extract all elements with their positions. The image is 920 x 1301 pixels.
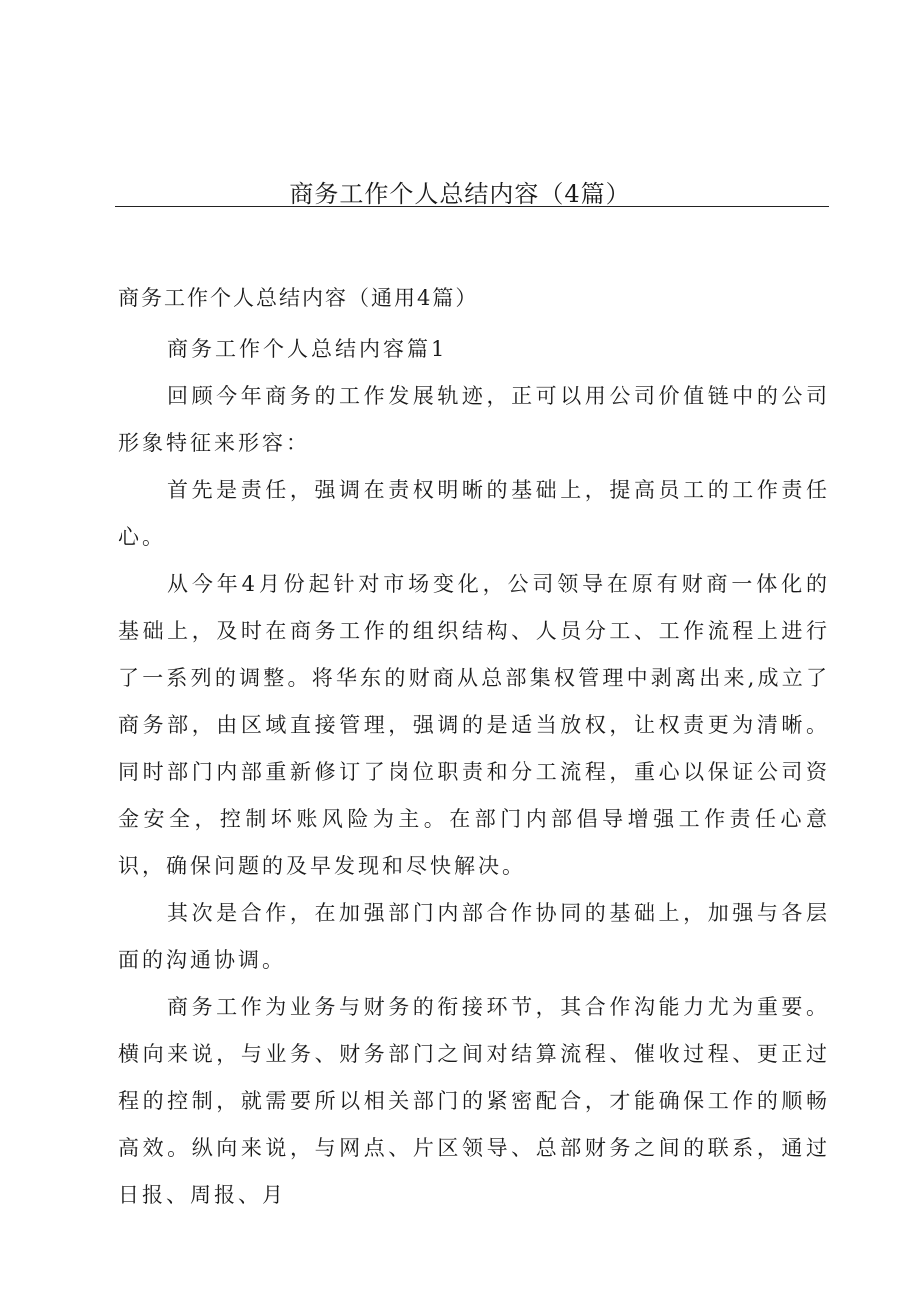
- body-paragraph: 回顾今年商务的工作发展轨迹，正可以用公司价值链中的公司形象特征来形容：: [118, 384, 830, 455]
- title-underline: [115, 206, 829, 207]
- section-heading: 商务工作个人总结内容篇1: [167, 337, 448, 361]
- document-title: 商务工作个人总结内容（4篇）: [289, 180, 631, 208]
- body-paragraph: 从今年4月份起针对市场变化，公司领导在原有财商一体化的基础上，及时在商务工作的组织结构、人员分工、工作流程上进行了一系列的调整。将华东的财商从总部集权管理中剥离出来,成立了商务部，由区域直接管理，强调的是适当放权，让权责更为清晰。同时部门内部重新修订了岗位职责和分工流程，重心以保证公司资金安全，控制坏账风险为主。在部门内部倡导增强工作责任心意识，确保问题的及早发现和尽快解决。: [118, 572, 830, 878]
- document-body: [118, 326, 830, 1219]
- body-paragraph: 首先是责任，强调在责权明晰的基础上，提高员工的工作责任心。: [118, 478, 830, 549]
- body-paragraph: 商务工作为业务与财务的衔接环节，其合作沟能力尤为重要。横向来说，与业务、财务部门之间对结算流程、催收过程、更正过程的控制，就需要所以相关部门的紧密配合，才能确保工作的顺畅高效。纵向来说，与网点、片区领导、总部财务之间的联系，通过日报、周报、月: [118, 995, 830, 1207]
- body-paragraph: 其次是合作，在加强部门内部合作协同的基础上，加强与各层面的沟通协调。: [118, 901, 830, 972]
- document-subtitle: 商务工作个人总结内容（通用4篇）: [118, 286, 479, 310]
